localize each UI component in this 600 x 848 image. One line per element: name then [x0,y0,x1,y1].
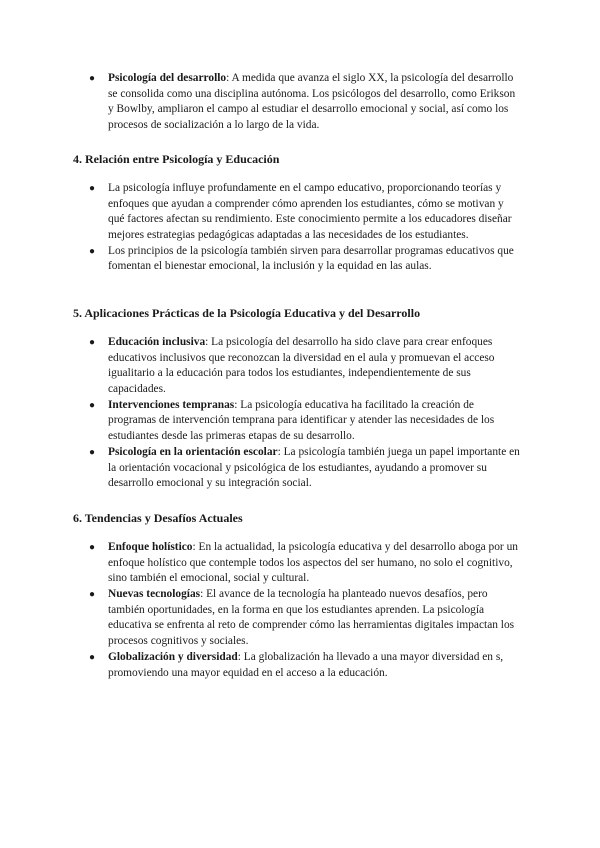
list-item-text: : A medida que avanza el siglo XX, la psicología del desarrollo se consolida como una disciplina autónoma. Los psicólogos del desarrollo, como Erikson y Bowlby, ampliaron el campo al estudiar el desarrollo emocional y social, así como los procesos de socialización a lo largo de la vida. [108,72,516,131]
list-item [89,445,522,492]
list-item [89,335,522,397]
section-5-heading: 5. Aplicaciones Prácticas de la Psicología Educativa y del Desarrollo [73,306,421,320]
list-item-term: Psicología del desarrollo [108,72,227,84]
list-item-term: Intervenciones tempranas [108,398,235,411]
bullet-icon: ● [89,337,96,348]
list-item-term: Educación inclusiva [108,336,206,348]
list-item-term: Nuevas tecnologías [108,588,201,601]
bullet-icon: ● [89,446,96,458]
section-4-list [0,181,522,275]
bullet-icon: ● [89,245,96,257]
list-item-text: : El avance de la tecnología ha planteado nuevos desafíos, pero también oportunidades, en la forma en que los estudiantes aprenden. La psicología educativa se enfrenta al reto de comprender cómo las herramientas digitales impactan los procesos cognitivos y sociales. [108,588,515,647]
bullet-icon: ● [89,183,96,194]
list-item-term: Enfoque holístico [108,541,193,553]
list-item [89,244,522,275]
section-4-heading: 4. Relación entre Psicología y Educación [73,152,280,166]
list-item [89,587,522,649]
bullet-icon: ● [89,399,96,411]
bullet-icon: ● [89,651,96,663]
bullet-icon: ● [89,589,96,601]
list-item [89,181,522,243]
list-item-term: Globalización y diversidad [108,650,238,663]
list-item [89,71,522,133]
list-item [89,540,522,587]
list-item [89,650,522,681]
list-item-text: : La psicología educativa ha facilitado la creación de programas de intervención temprana para identificar y atender las necesidades de los estudiantes desde las primeras etapas de su desarrollo. [108,398,495,442]
bullet-icon: ● [89,73,96,84]
bullet-icon: ● [89,542,96,553]
intro-list [0,71,522,134]
list-item-text: Los principios de la psicología también sirven para desarrollar programas educativos que fomentan el bienestar emocional, la inclusión y la equidad en las aulas. [108,244,514,273]
section-6-heading: 6. Tendencias y Desafíos Actuales [73,511,243,525]
section-5-list [0,335,522,492]
list-item [89,398,522,445]
list-item-text: : En la actualidad, la psicología educativa y del desarrollo aboga por un enfoque holístico que contemple todos los aspectos del ser humano, no solo el cognitivo, sino también el emocional, social y cultural. [108,541,518,585]
section-6-list [0,540,522,682]
list-item-text: : La psicología del desarrollo ha sido clave para crear enfoques educativos inclusivos que reconozcan la diversidad en el aula y promuevan el acceso igualitario a la educación para todos los estudiantes, independientemente de sus capacidades. [108,336,495,395]
list-item-text: La psicología influye profundamente en el campo educativo, proporcionando teorías y enfoques que ayudan a comprender cómo aprenden los estudiantes, cómo se motivan y qué factores afectan su rendimiento. Este conocimiento permite a los educadores diseñar mejores estrategias pedagógicas adaptadas a las necesidades de los estudiantes. [108,182,512,241]
list-item-text: : La psicología también juega un papel importante en la orientación vocacional y psicológica de los estudiantes, ayudando a promover su desarrollo emocional y su integración social. [108,445,520,490]
list-item-text: : La globalización ha llevado a una mayor diversidad en s, promoviendo una mayor equidad en el acceso a la educación. [108,650,504,679]
list-item-term: Psicología en la orientación escolar [108,445,278,458]
